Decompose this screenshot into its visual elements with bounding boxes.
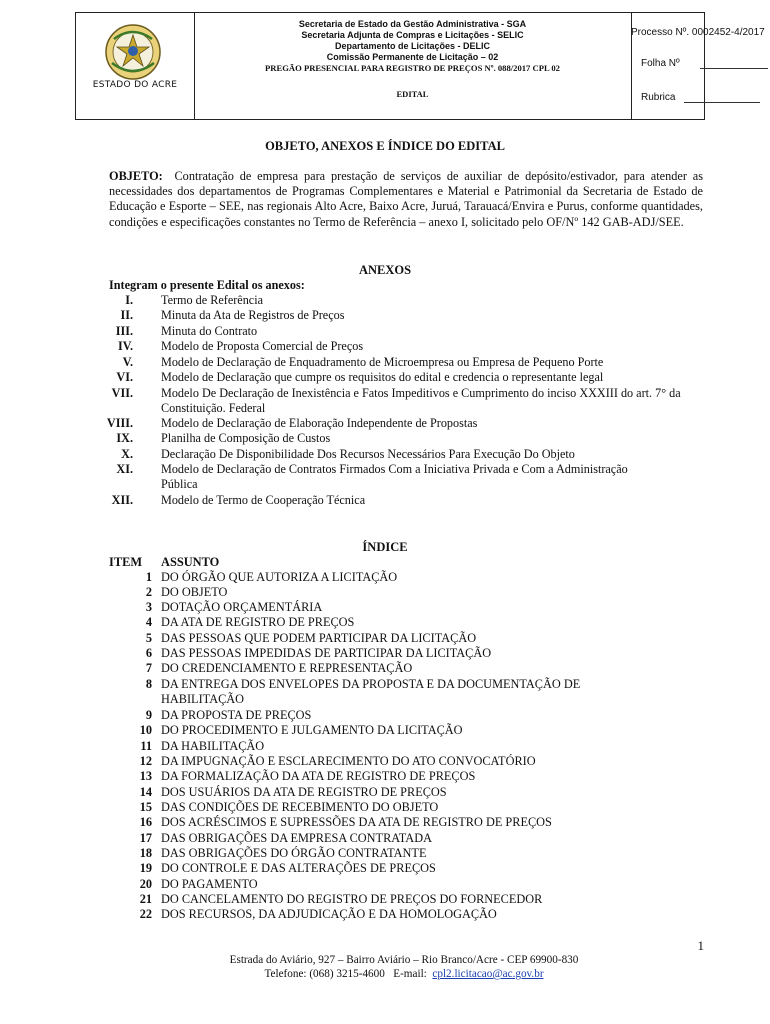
index-number: 20	[139, 877, 152, 891]
processo-number: Processo Nº. 0002452-4/2017	[631, 27, 765, 38]
annex-text: Modelo De Declaração de Inexistência e Fatos Impeditivos e Cumprimento do inciso XXXIII do art. 7° da Constituição. Federal	[161, 386, 681, 415]
footer-address: Estrada do Aviário, 927 – Bairro Aviário – Rio Branco/Acre - CEP 69900-830	[229, 954, 579, 966]
document-header	[75, 12, 765, 120]
index-number: 12	[139, 754, 152, 768]
index-number: 10	[139, 723, 152, 737]
index-subject: DO OBJETO	[161, 585, 228, 599]
annex-text: Modelo de Termo de Cooperação Técnica	[161, 493, 366, 507]
index-number: 5	[145, 631, 152, 645]
indice-column-headers	[109, 555, 219, 570]
rubrica-blank-line	[684, 102, 760, 103]
index-subject: DO ÓRGÃO QUE AUTORIZA A LICITAÇÃO	[161, 570, 398, 584]
annex-number: V.	[122, 355, 133, 369]
header-pregao: PREGÃO PRESENCIAL PARA REGISTRO DE PREÇOS Nº. 088/2017 CPL 02	[265, 63, 560, 73]
index-subject: DAS PESSOAS IMPEDIDAS DE PARTICIPAR DA LICITAÇÃO	[161, 646, 492, 660]
anexos-heading: ANEXOS	[358, 263, 412, 277]
annex-number: VI.	[116, 370, 133, 384]
index-subject: DAS CONDIÇÕES DE RECEBIMENTO DO OBJETO	[161, 800, 439, 814]
index-subject: DAS OBRIGAÇÕES DO ÓRGÃO CONTRATANTE	[161, 846, 427, 860]
folha-blank-line	[700, 68, 768, 69]
index-number: 21	[139, 892, 152, 906]
index-subject: DOS RECURSOS, DA ADJUDICAÇÃO E DA HOMOLOGAÇÃO	[161, 907, 497, 921]
index-number: 17	[139, 831, 152, 845]
annex-text: Declaração De Disponibilidade Dos Recursos Necessários Para Execução Do Objeto	[161, 447, 575, 461]
annex-number: IV.	[117, 339, 133, 353]
header-logo-cell	[76, 13, 195, 119]
annex-text: Termo de Referência	[161, 293, 264, 307]
index-number: 9	[145, 708, 152, 722]
index-subject: DAS OBRIGAÇÕES DA EMPRESA CONTRATADA	[161, 831, 432, 845]
footer-contact	[0, 967, 770, 981]
index-number: 19	[139, 861, 152, 875]
column-header-item: ITEM	[109, 555, 143, 569]
annex-number: XI.	[116, 462, 133, 476]
footer-email-link[interactable]: cpl2.licitacao@ac.gov.br	[432, 968, 544, 980]
index-subject: DA PROPOSTA DE PREÇOS	[161, 708, 312, 722]
index-subject: DA HABILITAÇÃO	[161, 739, 265, 753]
header-process-cell	[631, 13, 765, 119]
index-number: 7	[145, 661, 152, 675]
annex-text: Planilha de Composição de Custos	[161, 431, 331, 445]
index-number: 8	[145, 677, 152, 691]
index-subject: DA ATA DE REGISTRO DE PREÇOS	[161, 615, 355, 629]
index-number: 4	[145, 615, 152, 629]
index-number: 2	[145, 585, 152, 599]
header-edital: EDITAL	[396, 89, 429, 99]
header-line-delic: Departamento de Licitações - DELIC	[334, 41, 491, 51]
annex-number: I.	[125, 293, 133, 307]
index-number: 3	[145, 600, 152, 614]
header-line-sga: Secretaria de Estado da Gestão Administrativa - SGA	[298, 19, 527, 29]
column-header-assunto: ASSUNTO	[161, 555, 220, 569]
annex-number: IX.	[116, 431, 133, 445]
folha-label: Folha Nº	[641, 58, 680, 69]
header-line-comissao: Comissão Permanente de Licitação – 02	[326, 52, 499, 62]
annex-text: Modelo de Declaração de Enquadramento de Microempresa ou Empresa de Pequeno Porte	[161, 355, 604, 369]
annex-text: Modelo de Declaração de Elaboração Independente de Propostas	[161, 416, 478, 430]
index-subject: DOS USUÁRIOS DA ATA DE REGISTRO DE PREÇOS	[161, 785, 447, 799]
index-subject: DO CANCELAMENTO DO REGISTRO DE PREÇOS DO FORNECEDOR	[161, 892, 543, 906]
page-number: 1	[697, 938, 704, 953]
annex-text: Minuta do Contrato	[161, 324, 258, 338]
annex-number: VIII.	[106, 416, 133, 430]
objeto-label: OBJETO:	[109, 169, 163, 183]
annex-number: XII.	[111, 493, 133, 507]
index-number: 13	[139, 769, 152, 783]
index-number: 11	[140, 739, 152, 753]
index-number: 14	[139, 785, 152, 799]
rubrica-label: Rubrica	[641, 92, 676, 103]
index-subject: DOS ACRÉSCIMOS E SUPRESSÕES DA ATA DE REGISTRO DE PREÇOS	[161, 815, 552, 829]
anexos-intro: Integram o presente Edital os anexos:	[109, 278, 305, 292]
index-number: 6	[145, 646, 152, 660]
index-subject: DOTAÇÃO ORÇAMENTÁRIA	[161, 600, 323, 614]
objeto-text: Contratação de empresa para prestação de serviços de auxiliar de depósito/estivador, para atender as necessidades dos departamentos de Programas Complementares e Material e Patrimonial da Secretaria de Estado de Educação e Esporte – SEE, nas regionais Alto Acre, Baixo Acre, Juruá, Tarauacá/Envira e Purus, conforme quantidades, condições e especificações constantes no Termo de Referência – anexo I, solicitado pelo OF/Nº 142 GAB-ADJ/SEE.	[109, 169, 704, 229]
index-subject: DA IMPUGNAÇÃO E ESCLARECIMENTO DO ATO CONVOCATÓRIO	[161, 754, 536, 768]
index-subject: DA FORMALIZAÇÃO DA ATA DE REGISTRO DE PREÇOS	[161, 769, 476, 783]
annex-text: Modelo de Proposta Comercial de Preços	[161, 339, 364, 353]
annex-number: II.	[120, 308, 133, 322]
annex-text: Minuta da Ata de Registros de Preços	[161, 308, 345, 322]
index-number: 18	[139, 846, 152, 860]
index-subject: DAS PESSOAS QUE PODEM PARTICIPAR DA LICITAÇÃO	[161, 631, 477, 645]
index-subject: DA ENTREGA DOS ENVELOPES DA PROPOSTA E DA DOCUMENTAÇÃO DE HABILITAÇÃO	[161, 677, 581, 706]
folha-field	[641, 58, 768, 69]
objeto-paragraph	[109, 169, 703, 230]
footer-email-label: E-mail:	[393, 968, 427, 980]
page-title: OBJETO, ANEXOS E ÍNDICE DO EDITAL	[265, 139, 505, 153]
index-subject: DO PAGAMENTO	[161, 877, 258, 891]
indice-heading: ÍNDICE	[362, 540, 408, 554]
header-line-selic: Secretaria Adjunta de Compras e Licitações - SELIC	[301, 30, 524, 40]
state-seal-icon	[104, 23, 162, 81]
annex-text: Modelo de Declaração que cumpre os requisitos do edital e credencia o representante legal	[161, 370, 604, 384]
rubrica-field	[641, 92, 760, 103]
index-subject: DO CONTROLE E DAS ALTERAÇÕES DE PREÇOS	[161, 861, 436, 875]
annex-number: X.	[121, 447, 133, 461]
index-number: 22	[139, 907, 152, 921]
index-number: 1	[145, 570, 152, 584]
index-number: 15	[139, 800, 152, 814]
index-subject: DO PROCEDIMENTO E JULGAMENTO DA LICITAÇÃO	[161, 723, 463, 737]
footer-phone: Telefone: (068) 3215-4600	[264, 968, 385, 980]
annex-number: VII.	[111, 386, 133, 400]
estado-label: ESTADO DO ACRE	[92, 80, 178, 90]
index-subject: DO CREDENCIAMENTO E REPRESENTAÇÃO	[161, 661, 413, 675]
header-title-cell	[194, 13, 632, 119]
index-number: 16	[139, 815, 152, 829]
annex-number: III.	[115, 324, 133, 338]
annex-text: Modelo de Declaração de Contratos Firmados Com a Iniciativa Privada e Com a Administração Pública	[161, 462, 628, 491]
